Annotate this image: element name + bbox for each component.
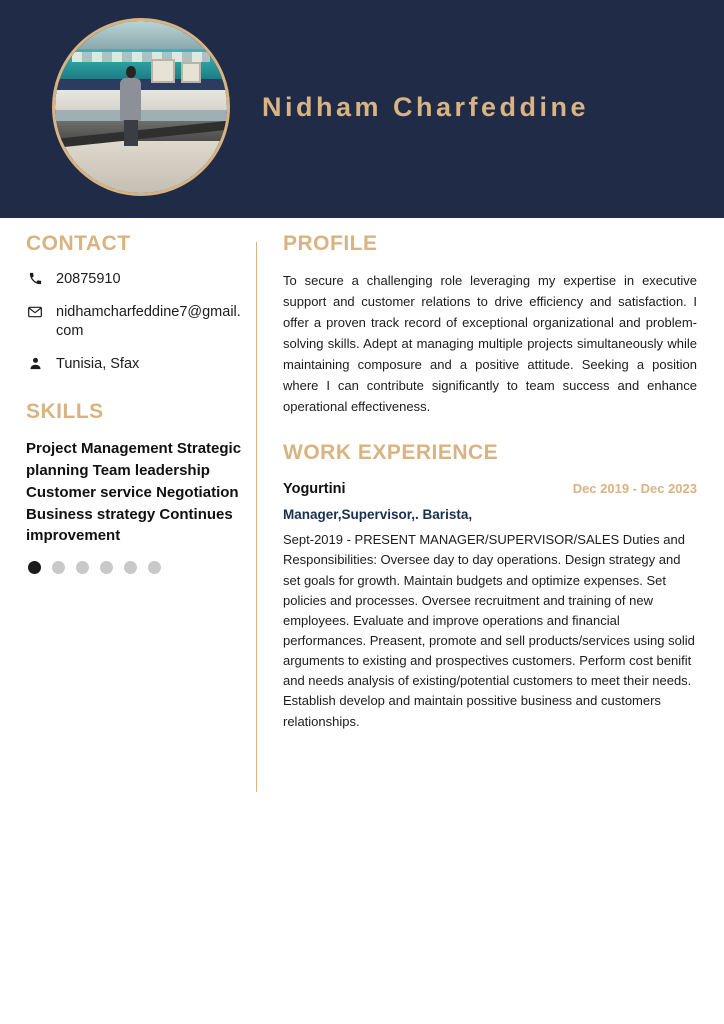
column-divider — [256, 242, 257, 792]
skills-dot — [52, 561, 65, 574]
skills-dot — [148, 561, 161, 574]
contact-email-value: nidhamcharfeddine7@gmail.com — [56, 303, 241, 340]
sidebar-column — [26, 232, 246, 574]
contact-phone-value: 20875910 — [56, 271, 121, 287]
contact-item-email — [26, 303, 246, 342]
job-role: Manager,Supervisor,. Barista, — [283, 507, 473, 523]
page-title: Nidham Charfeddine — [262, 92, 590, 122]
job-company: Yogurtini — [283, 481, 346, 498]
contact-list — [26, 270, 246, 374]
contact-item-location — [26, 355, 246, 375]
work-experience-section-title: WORK EXPERIENCE — [283, 441, 499, 465]
person-pin-icon — [26, 355, 44, 371]
profile-section-title: PROFILE — [283, 232, 378, 255]
envelope-icon — [26, 303, 44, 320]
profile-text: To secure a challenging role leveraging my expertise in executive support and customer relations to drive efficiency and satisfaction. I offer a proven track record of exceptional organizational and problem-solving skills. Adept at managing multiple projects simultaneously while maintaining composure and a positive attitude. Seeking a position where I can contribute significantly to team success and enhance operational effectiveness. — [283, 273, 697, 415]
profile-photo — [55, 21, 227, 193]
resume-body — [0, 218, 724, 1024]
work-experience-item — [283, 481, 697, 731]
contact-item-phone — [26, 270, 246, 290]
skills-section-title: SKILLS — [26, 400, 104, 424]
phone-icon — [26, 270, 44, 286]
skills-dot — [100, 561, 113, 574]
main-column — [283, 232, 697, 732]
skills-rating-dots — [28, 561, 246, 574]
skills-dot — [76, 561, 89, 574]
skills-dot — [124, 561, 137, 574]
job-dates: Dec 2019 - Dec 2023 — [572, 481, 697, 497]
contact-section-title: CONTACT — [26, 232, 131, 255]
avatar — [52, 18, 230, 196]
skills-text: Project Management Strategic planning Team leadership Customer service Negotiation Business strategy Continues improvement — [26, 440, 242, 545]
contact-location-value: Tunisia, Sfax — [56, 355, 140, 372]
job-description: Sept-2019 - PRESENT MANAGER/SUPERVISOR/SALES Duties and Responsibilities: Oversee day to day operations. Design strategy and set goals for growth. Maintain budgets and optimize expenses. Set policies and processes. Oversee recruitment and training of new employees. Evaluate and improve operations and financial performances. Preasent, promote and sell products/services using solid arguments to existing and prospectives customers. Perform cost benifit and needs analysis of existing/potential customers to meet their needs. Establish develop and maintain possitive business and customers relationships. — [283, 532, 695, 729]
resume-header — [0, 0, 724, 218]
job-header — [283, 481, 697, 497]
skills-dot — [28, 561, 41, 574]
